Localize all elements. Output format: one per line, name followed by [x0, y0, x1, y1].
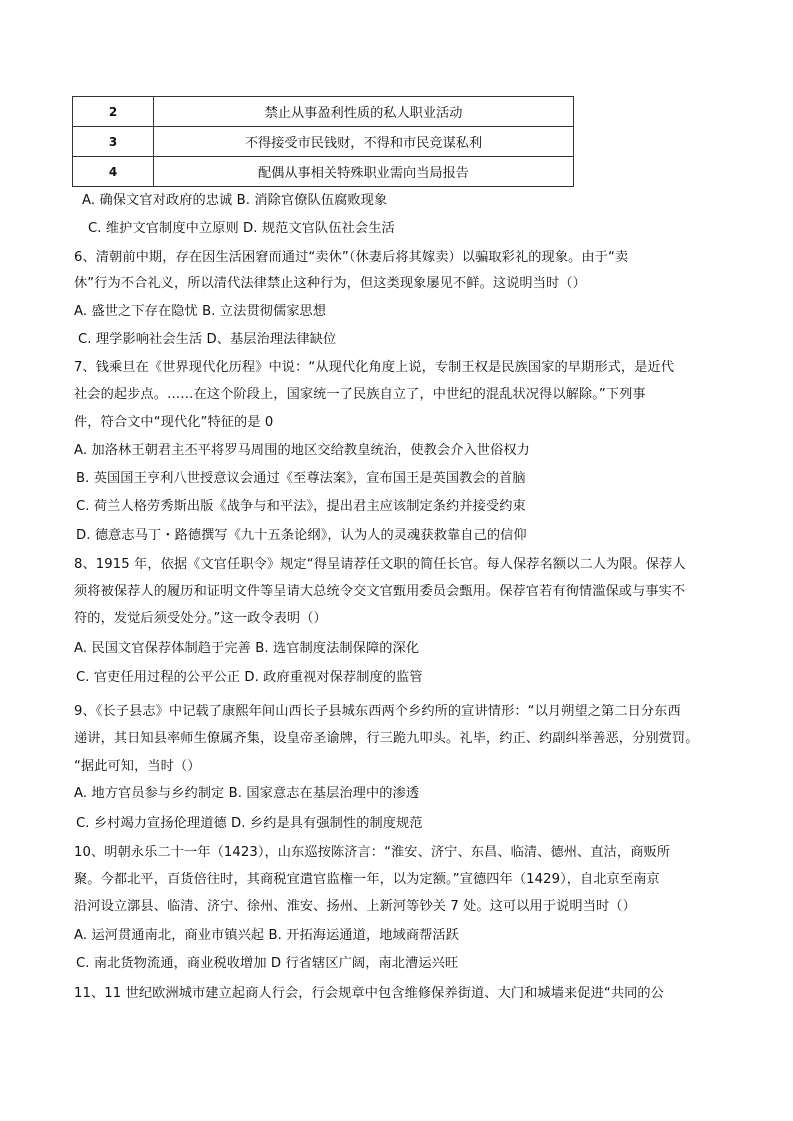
q10-stem-line2: 聚。今都北平，百货倍往时，其商税宜遣官监権一年，以为定额。”宣德四年（1429），自北京至南京 — [74, 872, 660, 887]
row-number: 4 — [73, 157, 154, 187]
q10-stem-line1: 10、明朝永乐二十一年（1423），山东巡按陈济言：“淮安、济宁、东昌、临清、德州、直沽，商贩所 — [74, 845, 671, 860]
q7-option-d: D. 德意志马丁・路德撰写《九十五条论纲》，认为人的灵魂获救靠自己的信仰 — [76, 528, 527, 543]
q9-stem-line2: 递讲，其日知县率师生僚属齐集，设皇帝圣谕牌，行三跪九叩头。礼毕，约正、约副纠举善恶，分别赏罚。 — [74, 731, 699, 746]
q7-option-a: A. 加洛林王朝君主丕平将罗马周围的地区交给教皇统治，使教会介入世俗权力 — [74, 443, 530, 458]
q9-options-ab: A. 地方官员参与乡约制定 B. 国家意志在基层治理中的渗透 — [74, 786, 420, 801]
q7-option-c: C. 荷兰人格劳秀斯出版《战争与和平法》，提出君主应该制定条约并接受约束 — [76, 499, 526, 514]
q5-options-cd: C. 维护文官制度中立原则 D. 规范文官队伍社会生活 — [88, 221, 395, 236]
q10-options-cd: C. 南北货物流通，商业税收增加 D 行省辖区广阔，南北漕运兴旺 — [76, 956, 459, 971]
rules-table — [72, 96, 574, 187]
q9-stem-line1: 9、《长子县志》中记载了康熙年间山西长子县城东西两个乡约所的宣讲情形：“以月朔望之第二日分东西 — [74, 704, 681, 719]
table-row — [73, 127, 574, 157]
q7-option-b: B. 英国国王亨利八世授意议会通过《至尊法案》，宣布国王是英国教会的首脑 — [76, 471, 526, 486]
q8-stem-line2: 须将被保荐人的履历和证明文件等呈请大总统令交文官甄用委员会甄用。保荐官若有徇情滥保或与事实不 — [74, 584, 686, 599]
q8-options-ab: A. 民国文官保荐体制趋于完善 B. 选官制度法制保障的深化 — [74, 641, 420, 656]
q8-options-cd: C. 官吏任用过程的公平公正 D. 政府重视对保荐制度的监管 — [76, 670, 423, 685]
table-row — [73, 97, 574, 127]
q6-stem-line2: 休”行为不合礼义，所以清代法律禁止这种行为，但这类现象屡见不鲜。这说明当时（） — [74, 276, 586, 291]
row-number: 3 — [73, 127, 154, 157]
q11-stem-line1: 11、11 世纪欧洲城市建立起商人行会，行会规章中包含维修保养街道、大门和城墙来促进“共同的公 — [74, 986, 664, 1001]
q6-stem-line1: 6、清朝前中期，存在因生活困窘而通过“卖休”（休妻后将其嫁卖）以骗取彩礼的现象。由于“卖 — [74, 250, 629, 265]
q7-stem-line2: 社会的起步点。……在这个阶段上，国家统一了民族自立了，中世纪的混乱状况得以解除。”下列事 — [74, 387, 646, 402]
row-number: 2 — [73, 97, 154, 127]
q8-stem-line1: 8、1915 年，依据《文官任职令》规定“得呈请荐任文职的简任长官。每人保荐名额以二人为限。保荐人 — [74, 557, 686, 572]
q6-options-cd: C. 理学影响社会生活 D、基层治理法律缺位 — [78, 332, 337, 347]
q8-stem-line3: 符的，发觉后须受处分。”这一政令表明（） — [74, 611, 327, 626]
q7-stem-line1: 7、钱乘旦在《世界现代化历程》中说：“从现代化角度上说，专制王权是民族国家的早期形式，是近代 — [74, 360, 675, 375]
q10-stem-line3: 沿河设立漷县、临清、济宁、徐州、淮安、扬州、上新河等钞关 7 处。这可以用于说明当时（） — [74, 899, 636, 914]
q7-stem-line3: 件，符合文中“现代化”特征的是 0 — [74, 415, 274, 430]
q6-options-ab: A. 盛世之下存在隐忧 B. 立法贯彻儒家思想 — [74, 304, 327, 319]
q9-stem-line3: “据此可知，当时（） — [74, 759, 201, 774]
row-text: 不得接受市民钱财，不得和市民竞谋私利 — [154, 127, 574, 157]
q9-options-cd: C. 乡村竭力宣扬伦理道德 D. 乡约是具有强制性的制度规范 — [76, 816, 423, 831]
row-text: 禁止从事盈利性质的私人职业活动 — [154, 97, 574, 127]
table-row — [73, 157, 574, 187]
q5-options-ab: A. 确保文官对政府的忠诚 B. 消除官僚队伍腐败现象 — [82, 193, 388, 208]
row-text: 配偶从事相关特殊职业需向当局报告 — [154, 157, 574, 187]
q10-options-ab: A. 运河贯通南北，商业市镇兴起 B. 开拓海运通道，地域商帮活跃 — [74, 928, 459, 943]
